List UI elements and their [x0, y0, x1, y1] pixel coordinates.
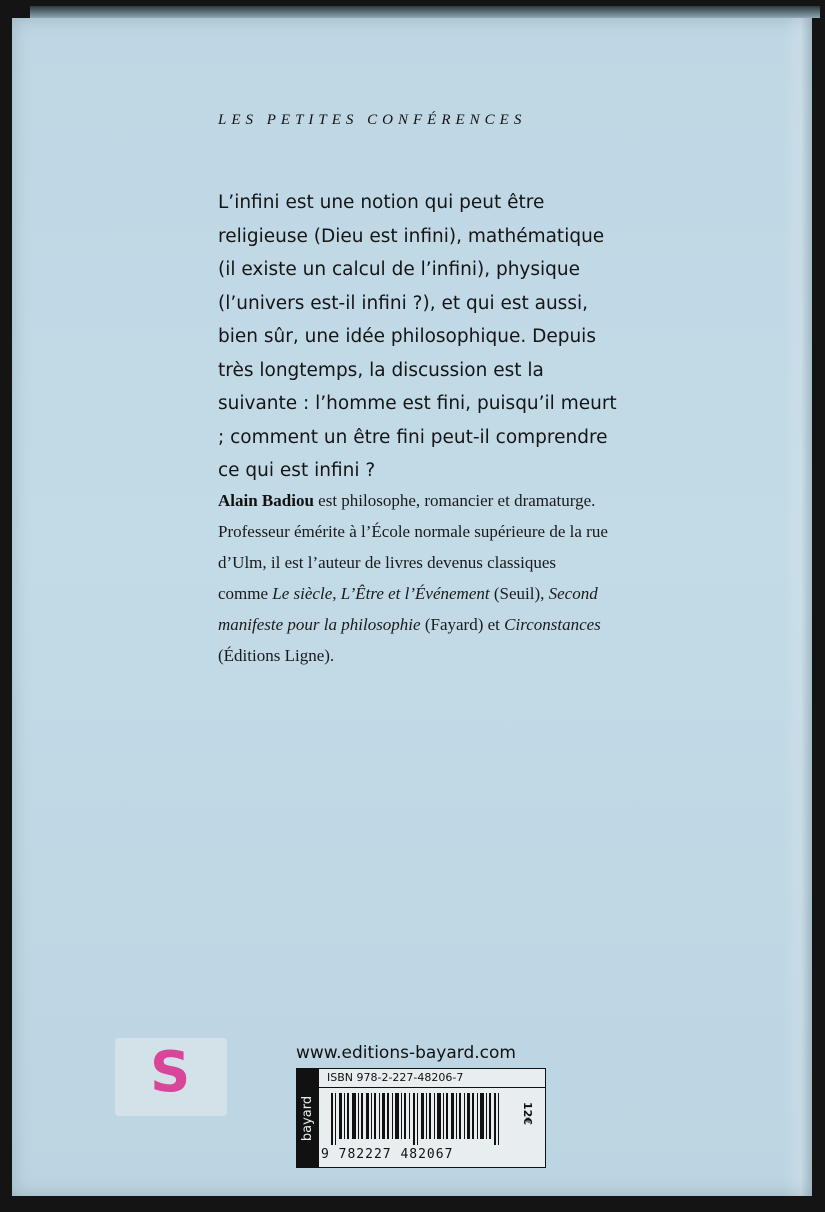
publisher-tab	[297, 1069, 319, 1167]
barcode-panel	[296, 1068, 546, 1168]
author-bio	[218, 485, 610, 671]
price-label: 12€	[521, 1102, 535, 1125]
barcode-digits: 9 782227 482067	[321, 1147, 454, 1162]
bio-sep-2: (Seuil),	[489, 584, 549, 603]
publisher-website: www.editions-bayard.com	[296, 1043, 516, 1063]
book-title-4: Circonstances	[504, 615, 601, 634]
book-title-1: Le siècle	[272, 584, 333, 603]
isbn-divider	[319, 1087, 545, 1088]
bio-sep-3: (Fayard) et	[420, 615, 505, 634]
bio-sep-4: (Éditions Ligne).	[218, 646, 335, 665]
isbn-text: ISBN 978-2-227-48206-7	[327, 1071, 464, 1084]
sticker-mark: S	[150, 1040, 191, 1105]
book-title-2: L’Être et l’Événement	[340, 584, 490, 603]
book-top-edge	[30, 6, 820, 18]
book-title-3: Second manifeste pour la philosophie	[218, 584, 598, 634]
book-blurb: L’infini est une notion qui peut être religieuse (Dieu est infini), mathématique (il existe un calcul de l’infini), physique (l’univers est-il infini ?), et qui est aussi, bien sûr, une idée philosophique. Depuis très longtemps, la discussion est la suivante : l’homme est fini, puisqu’il meurt ; comment un être fini peut-il comprendre ce qui est infini ?	[218, 192, 617, 481]
publisher-name: bayard	[300, 1095, 316, 1141]
book-right-edge	[784, 18, 812, 1196]
barcode-icon	[331, 1093, 501, 1145]
author-name: Alain Badiou	[218, 491, 314, 510]
series-title: LES PETITES CONFÉRENCES	[218, 112, 527, 128]
bio-sep-1: ,	[332, 584, 341, 603]
bio-text-1: est philosophe, romancier et dramaturge. Professeur émérite à l’École normale supérieure de la rue d’Ulm, il est l’auteur de livres devenus classiques comme	[218, 491, 608, 603]
